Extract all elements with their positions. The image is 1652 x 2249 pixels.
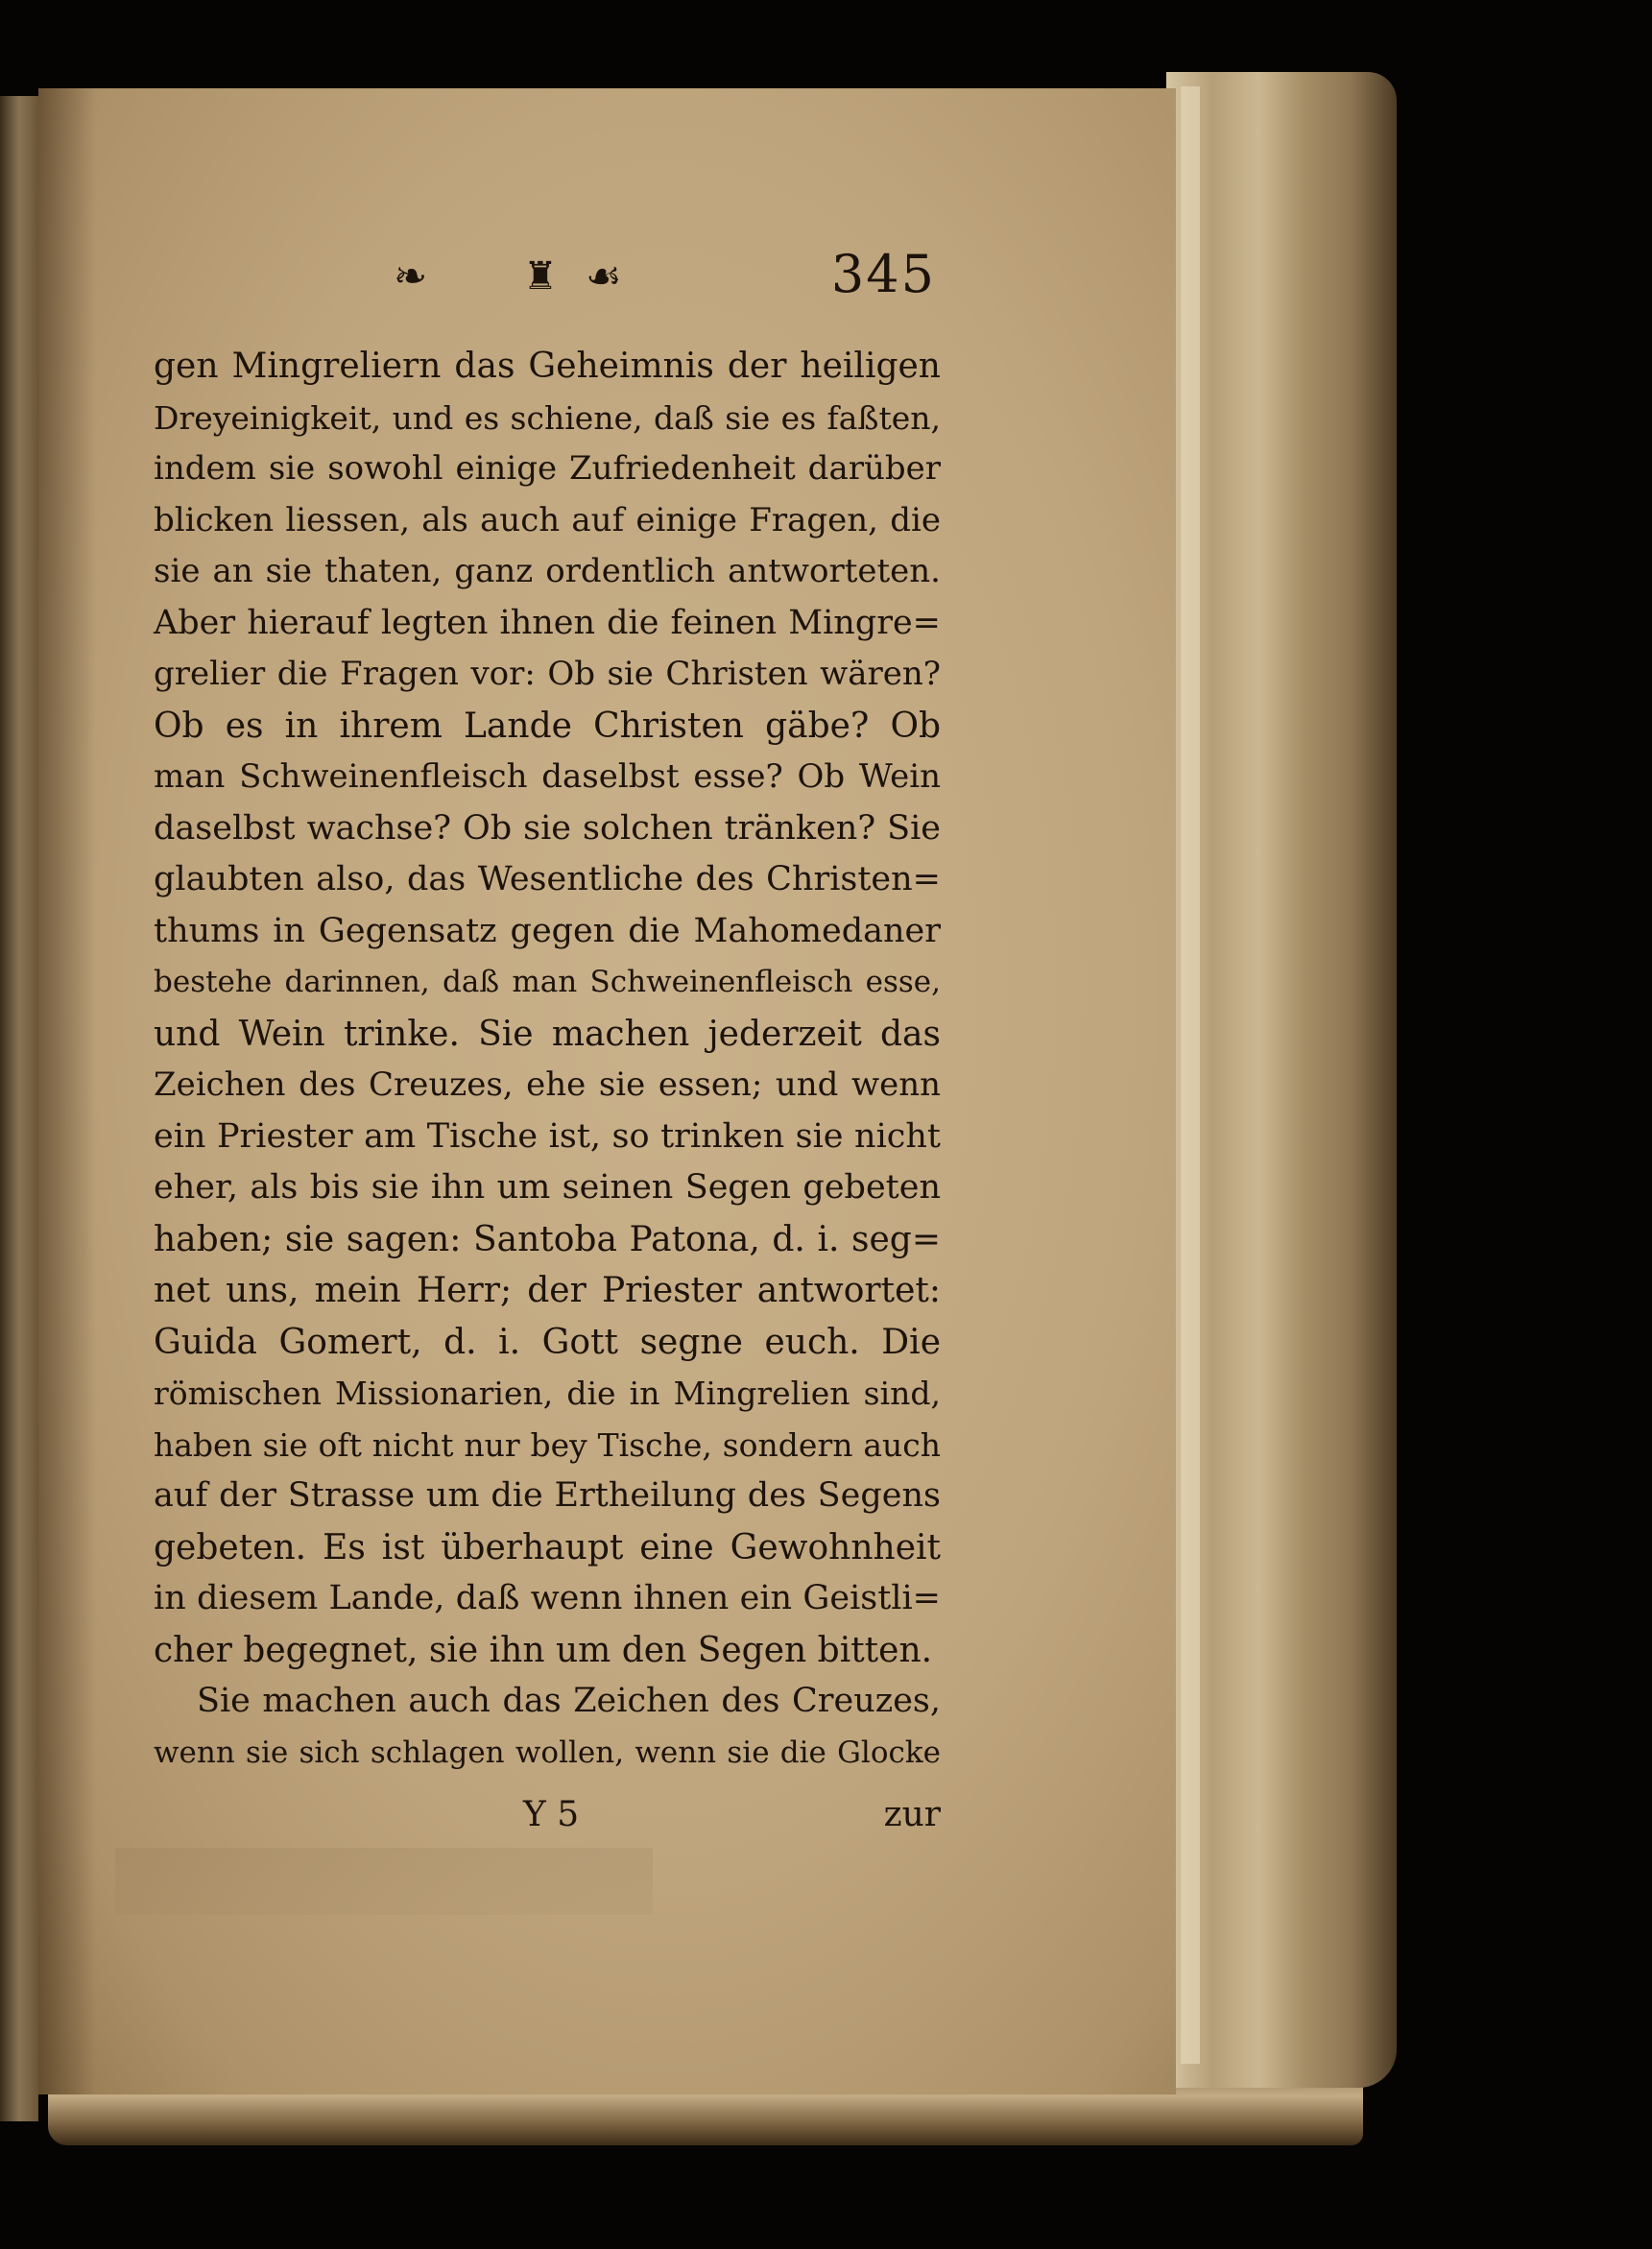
bleed-through <box>115 1848 653 1915</box>
body-text <box>154 341 941 1779</box>
ornament-left-icon: ❧ <box>394 252 428 299</box>
text-line: sie an sie thaten, ganz ordentlich antworteten. <box>154 552 941 590</box>
text-line: gebeten. Es ist überhaupt eine Gewohnheit <box>154 1527 941 1567</box>
gutter-shadow <box>38 88 96 2094</box>
signature-mark: Y 5 <box>523 1795 580 1834</box>
text-line: Dreyeinigkeit, und es schiene, daß sie es faßten, <box>154 398 941 437</box>
text-line: Aber hierauf legten ihnen die feinen Mingre= <box>154 603 941 642</box>
ornament-right-icon: ☙ <box>586 252 622 299</box>
text-line: indem sie sowohl einige Zufriedenheit darüber <box>154 449 941 488</box>
text-line: Sie machen auch das Zeichen des Creuzes, <box>197 1682 941 1720</box>
text-line: in diesem Lande, daß wenn ihnen ein Geistli= <box>154 1579 941 1617</box>
text-line: eher, als bis sie ihn um seinen Segen gebeten <box>154 1168 941 1207</box>
text-line: man Schweinenfleisch daselbst esse? Ob Wein <box>154 757 941 796</box>
text-line: und Wein trinke. Sie machen jederzeit das <box>154 1014 941 1054</box>
text-line: römischen Missionarien, die in Mingrelien sind, <box>154 1375 941 1412</box>
text-line: thums in Gegensatz gegen die Mahomedaner <box>154 911 941 950</box>
left-page-edge <box>0 96 38 2121</box>
text-line: haben; sie sagen: Santoba Patona, d. i. seg= <box>154 1219 941 1259</box>
text-line: ein Priester am Tische ist, so trinken sie nicht <box>154 1116 941 1156</box>
text-line: auf der Strasse um die Ertheilung des Segens <box>154 1476 941 1515</box>
text-line: daselbst wachse? Ob sie solchen tränken? Sie <box>154 808 941 848</box>
page-fore-edge <box>1166 72 1397 2088</box>
text-line: bestehe darinnen, daß man Schweinenfleisch esse, <box>154 965 941 999</box>
text-line: net uns, mein Herr; der Priester antwortet: <box>154 1271 941 1310</box>
text-line: gen Mingreliern das Geheimnis der heiligen <box>154 347 941 386</box>
text-line: wenn sie sich schlagen wollen, wenn sie die Glocke <box>154 1735 941 1770</box>
text-line: Ob es in ihrem Lande Christen gäbe? Ob <box>154 706 941 746</box>
text-line: glaubten also, das Wesentliche des Christen= <box>154 860 941 898</box>
page-number: 345 <box>830 244 936 304</box>
text-line: haben sie oft nicht nur bey Tische, sondern auch <box>154 1425 941 1464</box>
page-fore-edge-highlight <box>1181 86 1200 2064</box>
text-line: blicken liessen, als auch auf einige Fragen, die <box>154 500 941 539</box>
catchword: zur <box>883 1795 941 1834</box>
text-line: Guida Gomert, d. i. Gott segne euch. Die <box>154 1322 941 1362</box>
text-line: cher begegnet, sie ihn um den Segen bitten. <box>154 1630 933 1670</box>
text-line: grelier die Fragen vor: Ob sie Christen wären? <box>154 655 941 693</box>
text-line: Zeichen des Creuzes, ehe sie essen; und wenn <box>154 1065 941 1104</box>
ornament-center-icon: ♜ <box>523 254 558 299</box>
running-header <box>389 245 950 312</box>
page-footer <box>154 1795 941 1853</box>
